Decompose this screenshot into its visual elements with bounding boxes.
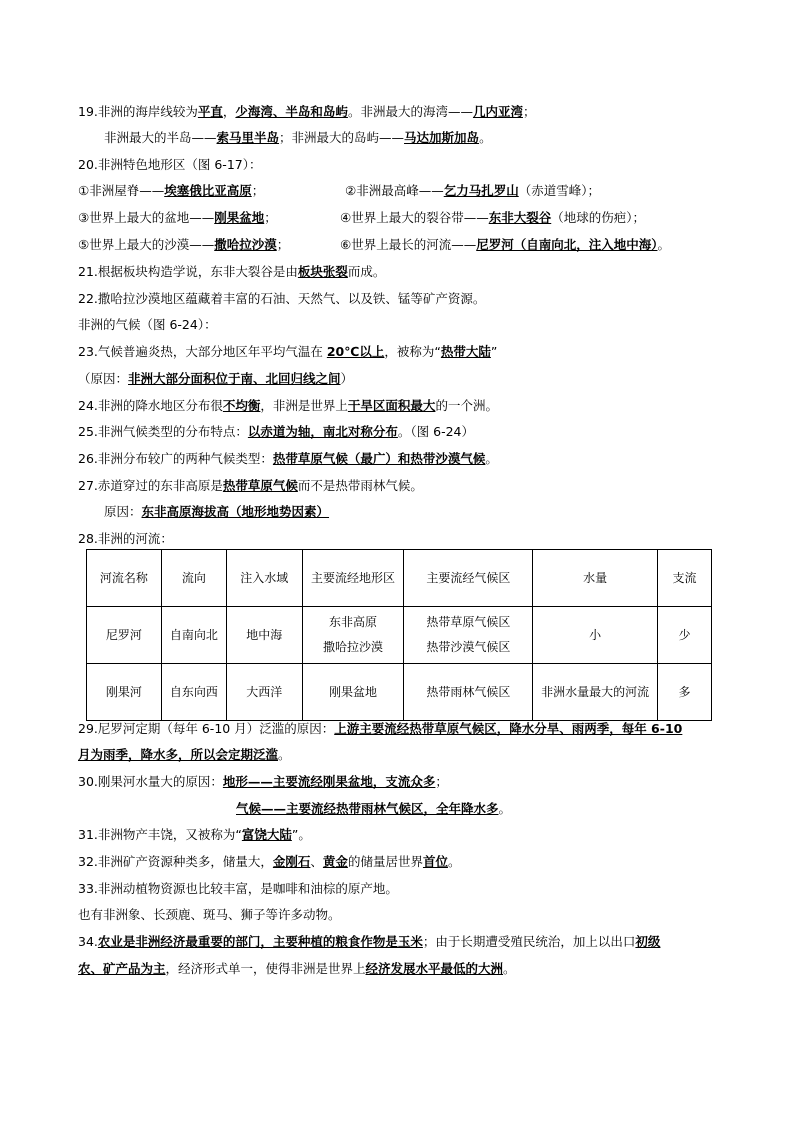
table-header-cell: 支流 [658, 550, 712, 607]
item-27: 27.赤道穿过的东非高原是热带草原气候而不是热带雨林气候。 [78, 478, 423, 493]
table-cell: 尼罗河 [87, 607, 162, 664]
table-header-cell: 注入水域 [226, 550, 302, 607]
item-22: 22.撒哈拉沙漠地区蕴藏着丰富的石油、天然气、以及铁、锰等矿产资源。 [78, 291, 486, 306]
table-header-cell: 河流名称 [87, 550, 162, 607]
item-21: 21.根据板块构造学说，东非大裂谷是由板块张裂而成。 [78, 264, 386, 279]
item-30-line-1: 30.刚果河水量大的原因：地形——主要流经刚果盆地，支流众多； [78, 774, 448, 789]
item-33-line-2: 也有非洲象、长颈鹿、斑马、狮子等许多动物。 [78, 907, 341, 922]
table-cell: 热带雨林气候区 [404, 664, 533, 721]
table-header-cell: 流向 [161, 550, 226, 607]
item-33: 33.非洲动植物资源也比较丰富，是咖啡和油棕的原产地。 [78, 881, 398, 896]
item-20-1: ①非洲屋脊——埃塞俄比亚高原； [78, 183, 265, 198]
item-29-line-1: 29.尼罗河定期（每年 6-10 月）泛滥的原因：上游主要流经热带草原气候区，降水分旱、雨两季，每年 6-10 [78, 721, 683, 736]
table-cell: 多 [658, 664, 712, 721]
item-20-4: ④世界上最大的裂谷带——东非大裂谷（地球的伤疤）； [340, 210, 645, 225]
item-31: 31.非洲物产丰饶，又被称为“富饶大陆”。 [78, 827, 311, 842]
item-20-3: ③世界上最大的盆地——刚果盆地； [78, 210, 277, 225]
table-cell: 热带草原气候区 热带沙漠气候区 [404, 607, 533, 664]
table-cell: 小 [533, 607, 658, 664]
table-cell: 大西洋 [226, 664, 302, 721]
table-cell: 自东向西 [161, 664, 226, 721]
item-20-2: ②非洲最高峰——乞力马扎罗山（赤道雪峰）； [345, 183, 600, 198]
item-24: 24.非洲的降水地区分布很不均衡，非洲是世界上干旱区面积最大的一个洲。 [78, 398, 498, 413]
climate-heading: 非洲的气候（图 6-24）： [78, 317, 217, 332]
table-header-row [87, 550, 712, 607]
table-row [87, 664, 712, 721]
table-header-cell: 主要流经气候区 [404, 550, 533, 607]
item-26: 26.非洲分布较广的两种气候类型：热带草原气候（最广）和热带沙漠气候。 [78, 451, 498, 466]
table-header-cell: 水量 [533, 550, 658, 607]
table-cell: 少 [658, 607, 712, 664]
item-23-reason: （原因：非洲大部分面积位于南、北回归线之间） [78, 371, 354, 386]
table-cell: 自南向北 [161, 607, 226, 664]
item-20-5: ⑤世界上最大的沙漠——撒哈拉沙漠； [78, 237, 290, 252]
table-cell: 刚果河 [87, 664, 162, 721]
item-32: 32.非洲矿产资源种类多，储量大，金刚石、黄金的储量居世界首位。 [78, 854, 461, 869]
table-cell: 非洲水量最大的河流 [533, 664, 658, 721]
table-row [87, 607, 712, 664]
item-29-line-2: 月为雨季，降水多，所以会定期泛滥。 [78, 747, 291, 762]
table-cell: 地中海 [226, 607, 302, 664]
item-20-heading: 20.非洲特色地形区（图 6-17）： [78, 157, 262, 172]
item-23: 23.气候普遍炎热，大部分地区年平均气温在 20℃以上，被称为“热带大陆” [78, 344, 498, 359]
table-header-cell: 主要流经地形区 [302, 550, 404, 607]
item-25: 25.非洲气候类型的分布特点：以赤道为轴，南北对称分布。（图 6-24） [78, 424, 474, 439]
item-19-line-2: 非洲最大的半岛——索马里半岛；非洲最大的岛屿——马达加斯加岛。 [104, 130, 492, 145]
river-table [86, 549, 712, 721]
item-19-line-1: 19.非洲的海岸线较为平直，少海湾、半岛和岛屿。非洲最大的海湾——几内亚湾； [78, 104, 536, 119]
table-cell: 刚果盆地 [302, 664, 404, 721]
item-27-reason: 原因：东非高原海拔高（地形地势因素） [104, 504, 330, 519]
item-28-heading: 28.非洲的河流： [78, 531, 173, 546]
table-cell: 东非高原 撒哈拉沙漠 [302, 607, 404, 664]
item-20-6: ⑥世界上最长的河流——尼罗河（自南向北，注入地中海）。 [340, 237, 670, 252]
item-30-line-2: 气候——主要流经热带雨林气候区，全年降水多。 [236, 801, 512, 816]
item-34-line-1: 34.农业是非洲经济最重要的部门，主要种植的粮食作物是玉米；由于长期遭受殖民统治，加上以出口初级 [78, 934, 661, 949]
item-34-line-2: 农、矿产品为主，经济形式单一，使得非洲是世界上经济发展水平最低的大洲。 [78, 961, 516, 976]
